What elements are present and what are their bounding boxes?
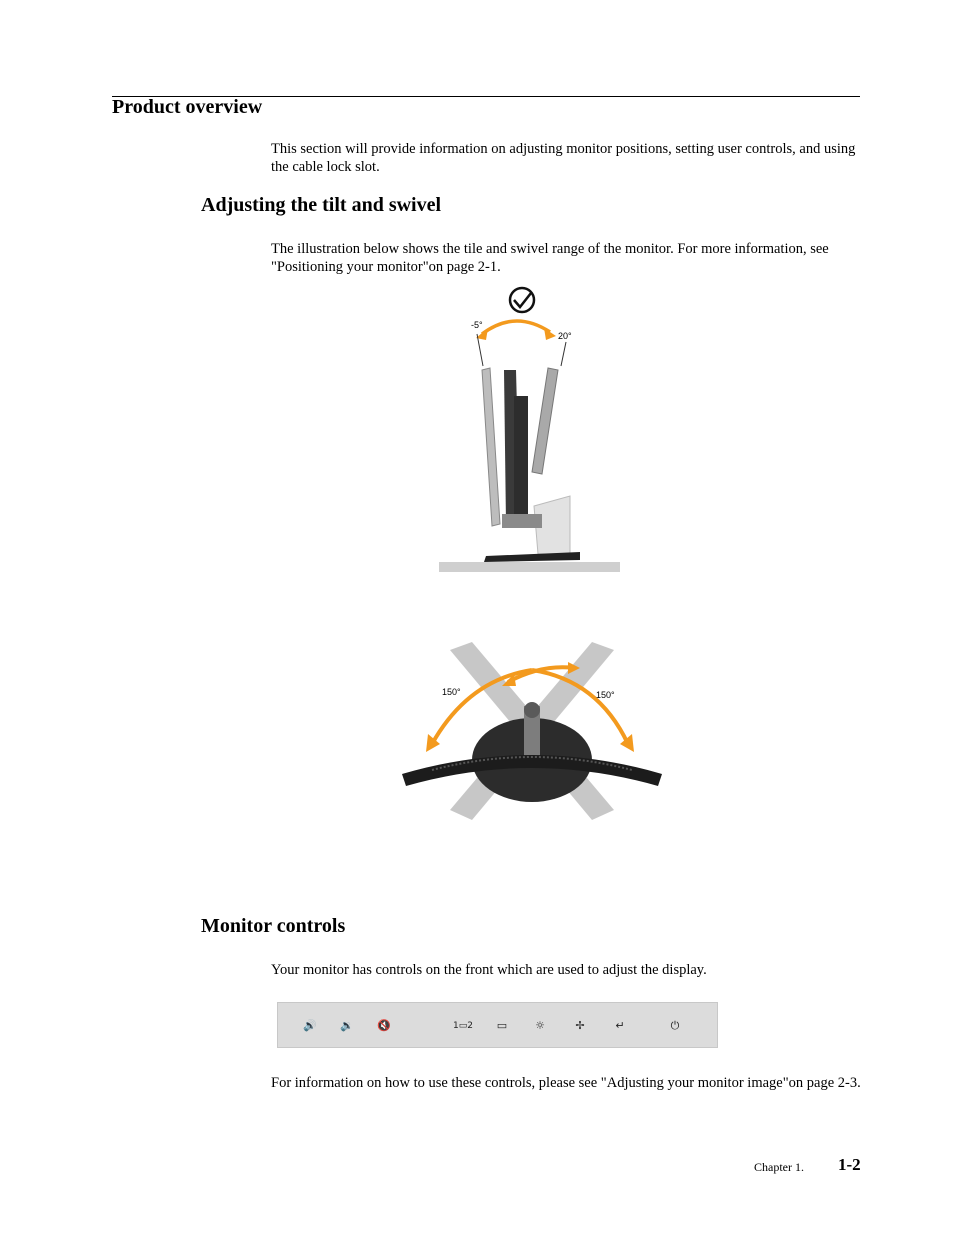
mute-icon[interactable]: 🔇 [377,1019,391,1032]
controls-note: For information on how to use these controls, please see "Adjusting your monitor image"on page 2-3. [271,1075,861,1091]
tilt-angle-forward: 20° [558,331,572,341]
power-icon[interactable]: ⏻ [670,1019,680,1032]
tilt-text: The illustration below shows the tile and swivel range of the monitor. For more information, see "Positioning your monitor"on page 2-1. [271,241,829,275]
tilt-arc-arrow [482,321,550,334]
monitor-control-panel [277,1002,718,1048]
swivel-illustration [398,640,666,828]
footer-chapter: Chapter 1. [754,1160,804,1174]
page-heading: Product overview [112,96,263,118]
controls-text: Your monitor has controls on the front which are used to adjust the display. [271,962,707,978]
tilt-illustration [430,284,630,576]
aspect-icon[interactable]: ▭ [496,1019,508,1032]
input-select-icon[interactable]: 1▭2 [453,1021,473,1031]
swivel-angle-left: 150° [442,687,461,697]
check-icon [510,288,534,312]
controls-heading: Monitor controls [201,915,346,937]
volume-up-icon[interactable]: 🔊 [303,1019,317,1032]
volume-down-icon[interactable]: 🔉 [340,1019,354,1032]
tilt-angle-back: -5° [471,320,483,330]
page-number: 1-2 [838,1155,861,1174]
intro-text: This section will provide information on adjusting monitor positions, setting user controls, and using the cable lock slot. [271,141,856,175]
enter-icon[interactable]: ↵ [615,1019,625,1032]
navigate-icon[interactable]: ✢ [575,1019,585,1032]
brightness-icon[interactable]: ☼ [535,1019,545,1032]
tilt-heading: Adjusting the tilt and swivel [201,194,442,216]
swivel-angle-right: 150° [596,690,615,700]
